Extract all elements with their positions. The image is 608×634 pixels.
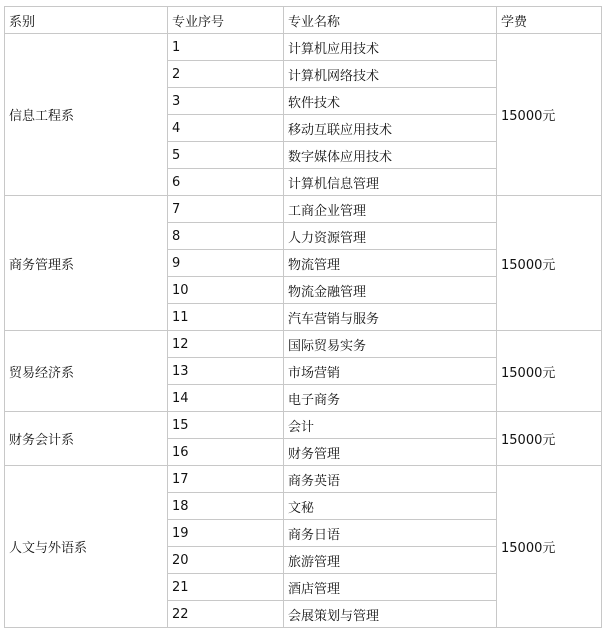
department-cell: 商务管理系 [5,196,168,331]
major-name-cell: 文秘 [284,493,497,520]
table-row [5,196,602,223]
header-department: 系别 [5,7,168,34]
major-name-cell: 财务管理 [284,439,497,466]
header-major-name: 专业名称 [284,7,497,34]
major-number-cell: 15 [168,412,284,439]
major-number-cell: 10 [168,277,284,304]
header-row [5,7,602,34]
tuition-cell: 15000元 [497,34,602,196]
major-name-cell: 人力资源管理 [284,223,497,250]
major-number-cell: 9 [168,250,284,277]
major-number-cell: 6 [168,169,284,196]
major-number-cell: 12 [168,331,284,358]
major-number-cell: 16 [168,439,284,466]
major-name-cell: 国际贸易实务 [284,331,497,358]
major-number-cell: 13 [168,358,284,385]
header-tuition: 学费 [497,7,602,34]
major-number-cell: 11 [168,304,284,331]
major-number-cell: 3 [168,88,284,115]
major-name-cell: 酒店管理 [284,574,497,601]
major-name-cell: 工商企业管理 [284,196,497,223]
major-name-cell: 计算机应用技术 [284,34,497,61]
major-number-cell: 17 [168,466,284,493]
major-name-cell: 商务英语 [284,466,497,493]
tuition-cell: 15000元 [497,331,602,412]
major-number-cell: 4 [168,115,284,142]
major-name-cell: 旅游管理 [284,547,497,574]
major-number-cell: 8 [168,223,284,250]
major-number-cell: 20 [168,547,284,574]
major-name-cell: 计算机网络技术 [284,61,497,88]
major-name-cell: 软件技术 [284,88,497,115]
tuition-cell: 15000元 [497,466,602,628]
table-row [5,34,602,61]
department-cell: 财务会计系 [5,412,168,466]
major-name-cell: 汽车营销与服务 [284,304,497,331]
major-name-cell: 物流金融管理 [284,277,497,304]
major-number-cell: 5 [168,142,284,169]
major-name-cell: 物流管理 [284,250,497,277]
major-name-cell: 计算机信息管理 [284,169,497,196]
major-number-cell: 14 [168,385,284,412]
tuition-table [4,6,602,628]
major-name-cell: 电子商务 [284,385,497,412]
major-name-cell: 移动互联应用技术 [284,115,497,142]
department-cell: 人文与外语系 [5,466,168,628]
major-name-cell: 会计 [284,412,497,439]
major-name-cell: 市场营销 [284,358,497,385]
tuition-cell: 15000元 [497,196,602,331]
major-number-cell: 19 [168,520,284,547]
major-number-cell: 2 [168,61,284,88]
header-major-number: 专业序号 [168,7,284,34]
major-name-cell: 会展策划与管理 [284,601,497,628]
department-cell: 贸易经济系 [5,331,168,412]
major-name-cell: 数字媒体应用技术 [284,142,497,169]
major-name-cell: 商务日语 [284,520,497,547]
major-number-cell: 7 [168,196,284,223]
table-row [5,331,602,358]
department-cell: 信息工程系 [5,34,168,196]
major-number-cell: 18 [168,493,284,520]
tuition-table-body [5,7,602,628]
table-row [5,412,602,439]
major-number-cell: 21 [168,574,284,601]
table-row [5,466,602,493]
major-number-cell: 22 [168,601,284,628]
major-number-cell: 1 [168,34,284,61]
tuition-cell: 15000元 [497,412,602,466]
